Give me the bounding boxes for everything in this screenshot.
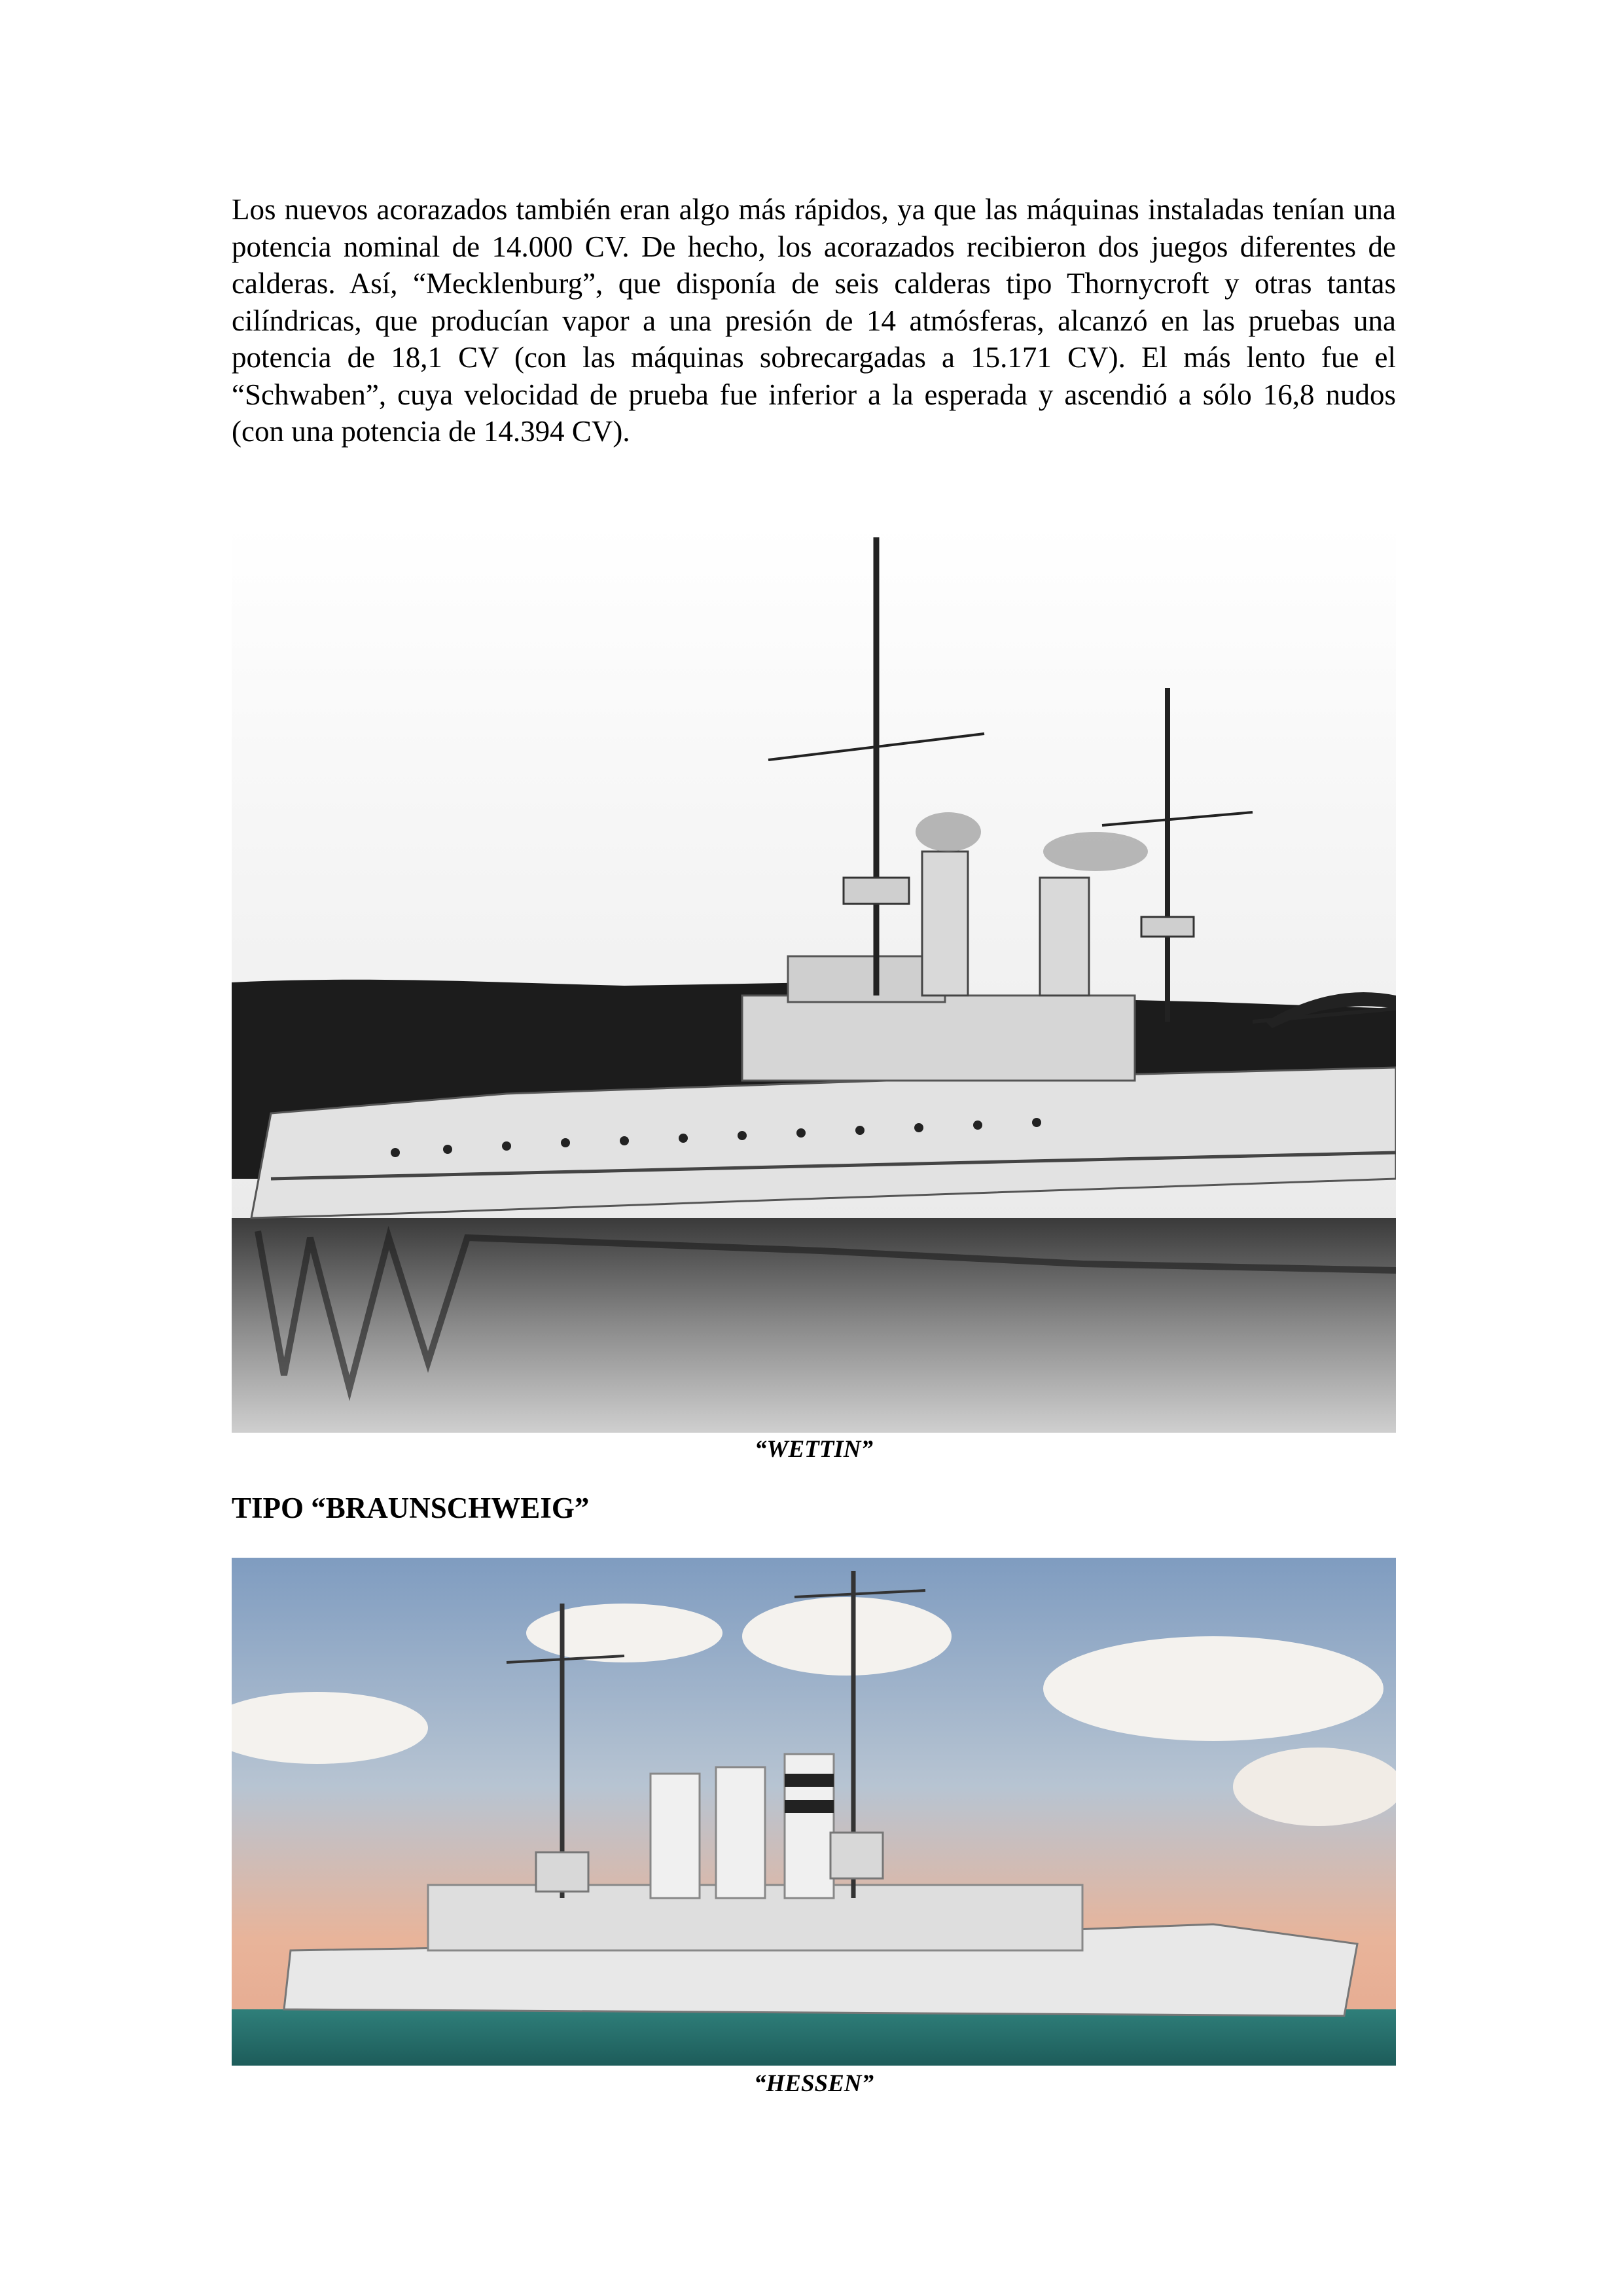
figure-caption-hessen: “HESSEN”: [753, 2070, 874, 2097]
wettin-photo: [232, 524, 1396, 1433]
figure-caption-wettin: “WETTIN”: [755, 1436, 873, 1463]
warship-color-image: [232, 1558, 1396, 2066]
hessen-photo: [232, 1558, 1396, 2066]
warship-bw-image: [232, 524, 1396, 1433]
body-paragraph: Los nuevos acorazados también eran algo más rápidos, ya que las máquinas instaladas tenían una potencia nominal de 14.000 CV. De hecho, los acorazados recibieron dos juegos diferentes de calderas. Así, “Mecklenburg”, que disponía de seis calderas tipo Thornycroft y otras tantas cilíndricas, que producían vapor a una presión de 14 atmósferas, alcanzó en las pruebas una potencia de 18,1 CV (con las máquinas sobrecargadas a 15.171 CV). El más lento fue el “Schwaben”, cuya velocidad de prueba fue inferior a la esperada y ascendió a sólo 16,8 nudos (con una potencia de 14.394 CV).: [232, 193, 1396, 448]
section-heading: TIPO “BRAUNSCHWEIG”: [232, 1492, 590, 1524]
